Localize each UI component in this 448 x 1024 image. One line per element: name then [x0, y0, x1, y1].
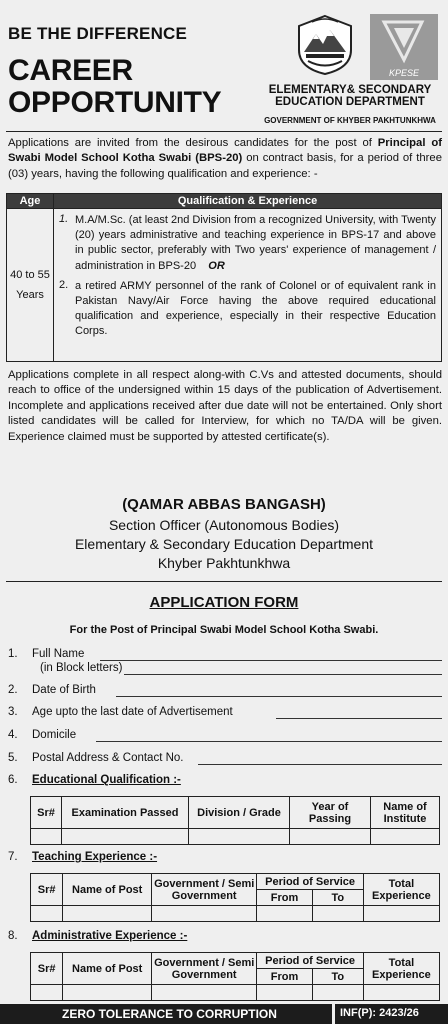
qualification-table [6, 193, 442, 362]
from-header: From [257, 969, 312, 985]
kpese-badge-text: KPESE [388, 68, 419, 78]
qualification-item: 1. M.A/M.Sc. (at least 2nd Division from a recognized University, with Twenty (20) years administrative and teaching experience in BPS-17 and above in public sector, preferably with Two years' experience of management / administration in BPS-20 OR [59, 213, 436, 272]
administrative-table [30, 952, 440, 1001]
from-header: From [257, 890, 312, 906]
exam-header: Examination Passed [62, 797, 189, 829]
post-header: Name of Post [63, 874, 152, 906]
postal-address-field: 5. Postal Address & Contact No. [8, 752, 442, 768]
division-header: Division / Grade [189, 797, 290, 829]
signatory-department: Elementary & Secondary Education Department [74, 536, 374, 552]
qualification-item: 2. a retired ARMY personnel of the rank of Colonel or of equivalent rank in Pakistan Navy/Air Force having the above required educational qualification and experience, especially in their respective Education Corps. [59, 278, 436, 338]
title-line-1: CAREER [8, 54, 133, 87]
age-range: 40 to 55 Years [7, 209, 54, 362]
advertisement-page: BE THE DIFFERENCE CAREER OPPORTUNITY KPESE ELEMENTARY& SECONDARY EDUCATION DEPARTMENT GOVERNMENT OF KHYBER PAKHTUNKHWA Applications are invited from the desirous candidates for the post of Principal of Swabi Model School Kotha Swabi (BPS-20) on contract basis, for a period of three (03) years, having the following qualification and experience: - Age Qualification & Experience 40 to 55 Years 1. M.A/M.Sc. (at least 2nd Division from a recognized University, with Twenty (20) years administrative and teaching experience in BPS-17 and above in public sector, preferably with Two years' experience of management / administration in BPS-20 OR 2. a retired ARMY personnel of the rank of Colonel or of equivalent rank in Pakistan Navy/Air Force having the above required educational qualification and experience, especially in their respective Education Corps. Applications complete in all respect along-with C.Vs and attested documents, should reach to office of the undersigned within 15 days of the publication of Advertisement. Incomplete and applications received after due date will not be entertained. Only short listed candidates will be called for Interview, for which no TA/DA will be given. Experience claimed must be supported by attested certificate(s). (QAMAR ABBAS BANGASH) Section Officer (Autonomous Bodies) Elementary & Secondary Education Department Khyber Pakhtunkhwa APPLICATION FORM For the Post of Principal Swabi Model School Kotha Swabi. 1. Full Name (in Block letters) 2. Date of Birth 3. Age upto the last date of Advertisement 4. Domicile 5. Postal Address & Contact No. 6. Educational Qualification :- Sr# Examination Passed Division / Grade Year of Passing Name of Institute 7. Teaching Experience :- Sr# Name of Post Government / Semi Government Period of Service Total Experience From To 8. Administrative Experience :- Sr# Name of Post Government / Semi Government Period of Service Total Experience From To ZERO TOLERANCE TO CORRUPTION INF(P): 2423/26 [0, 0, 448, 1024]
education-table [30, 796, 440, 845]
form-title: APPLICATION FORM [149, 594, 299, 611]
date-of-birth-field: 2. Date of Birth [8, 684, 442, 700]
signatory-designation: Section Officer (Autonomous Bodies) [108, 517, 340, 533]
age-header: Age [7, 194, 54, 209]
footer-reference: INF(P): 2423/26 [340, 1007, 419, 1019]
footer-separator [332, 1004, 335, 1024]
period-header: Period of Service [257, 953, 363, 969]
sr-header: Sr# [31, 797, 62, 829]
teaching-table [30, 873, 440, 922]
total-header: Total Experience [363, 953, 439, 985]
form-divider [6, 581, 442, 582]
footer-slogan: ZERO TOLERANCE TO CORRUPTION [62, 1007, 277, 1021]
intro-paragraph: Applications are invited from the desirous candidates for the post of Principal of Swabi Model School Kotha Swabi (BPS-20) on contract basis, for a period of three (03) years, having the following qualification and experience: - [8, 137, 442, 180]
block-letters-note: (in Block letters) [8, 662, 442, 678]
sr-header: Sr# [31, 953, 63, 985]
header-divider [6, 131, 442, 132]
department-name: ELEMENTARY& SECONDARY EDUCATION DEPARTMENT [268, 84, 432, 108]
kpese-logo [370, 14, 438, 80]
to-header: To [312, 969, 363, 985]
year-header: Year of Passing [290, 797, 371, 829]
signatory-name: (QAMAR ABBAS BANGASH) [122, 496, 326, 513]
age-field: 3. Age upto the last date of Advertisement [8, 706, 442, 722]
government-header: Government / Semi Government [152, 953, 257, 985]
qualification-header: Qualification & Experience [54, 194, 442, 209]
to-header: To [312, 890, 363, 906]
instructions-paragraph: Applications complete in all respect along-with C.Vs and attested documents, should reach to office of the undersigned within 15 days of the publication of Advertisement. Incomplete and applications received after due date will not be entertained. Only short listed candidates will be called for Interview, for which no TA/DA will be given. Experience claimed must be supported by attested certificate(s). [8, 369, 442, 443]
footer-bar [0, 1004, 448, 1024]
government-name: GOVERNMENT OF KHYBER PAKHTUNKHWA [264, 116, 436, 125]
tagline: BE THE DIFFERENCE [8, 24, 188, 43]
domicile-field: 4. Domicile [8, 729, 442, 745]
post-header: Name of Post [63, 953, 152, 985]
signatory-province: Khyber Pakhtunkhwa [157, 555, 291, 571]
period-header: Period of Service [257, 874, 363, 890]
form-subtitle: For the Post of Principal Swabi Model School Kotha Swabi. [69, 624, 379, 636]
sr-header: Sr# [31, 874, 63, 906]
kp-emblem-icon [296, 14, 354, 76]
government-header: Government / Semi Government [152, 874, 257, 906]
title-line-2: OPPORTUNITY [8, 86, 222, 119]
qualification-list [54, 209, 442, 362]
full-name-field: 1. Full Name [8, 648, 442, 664]
institute-header: Name of Institute [371, 797, 440, 829]
total-header: Total Experience [363, 874, 439, 906]
